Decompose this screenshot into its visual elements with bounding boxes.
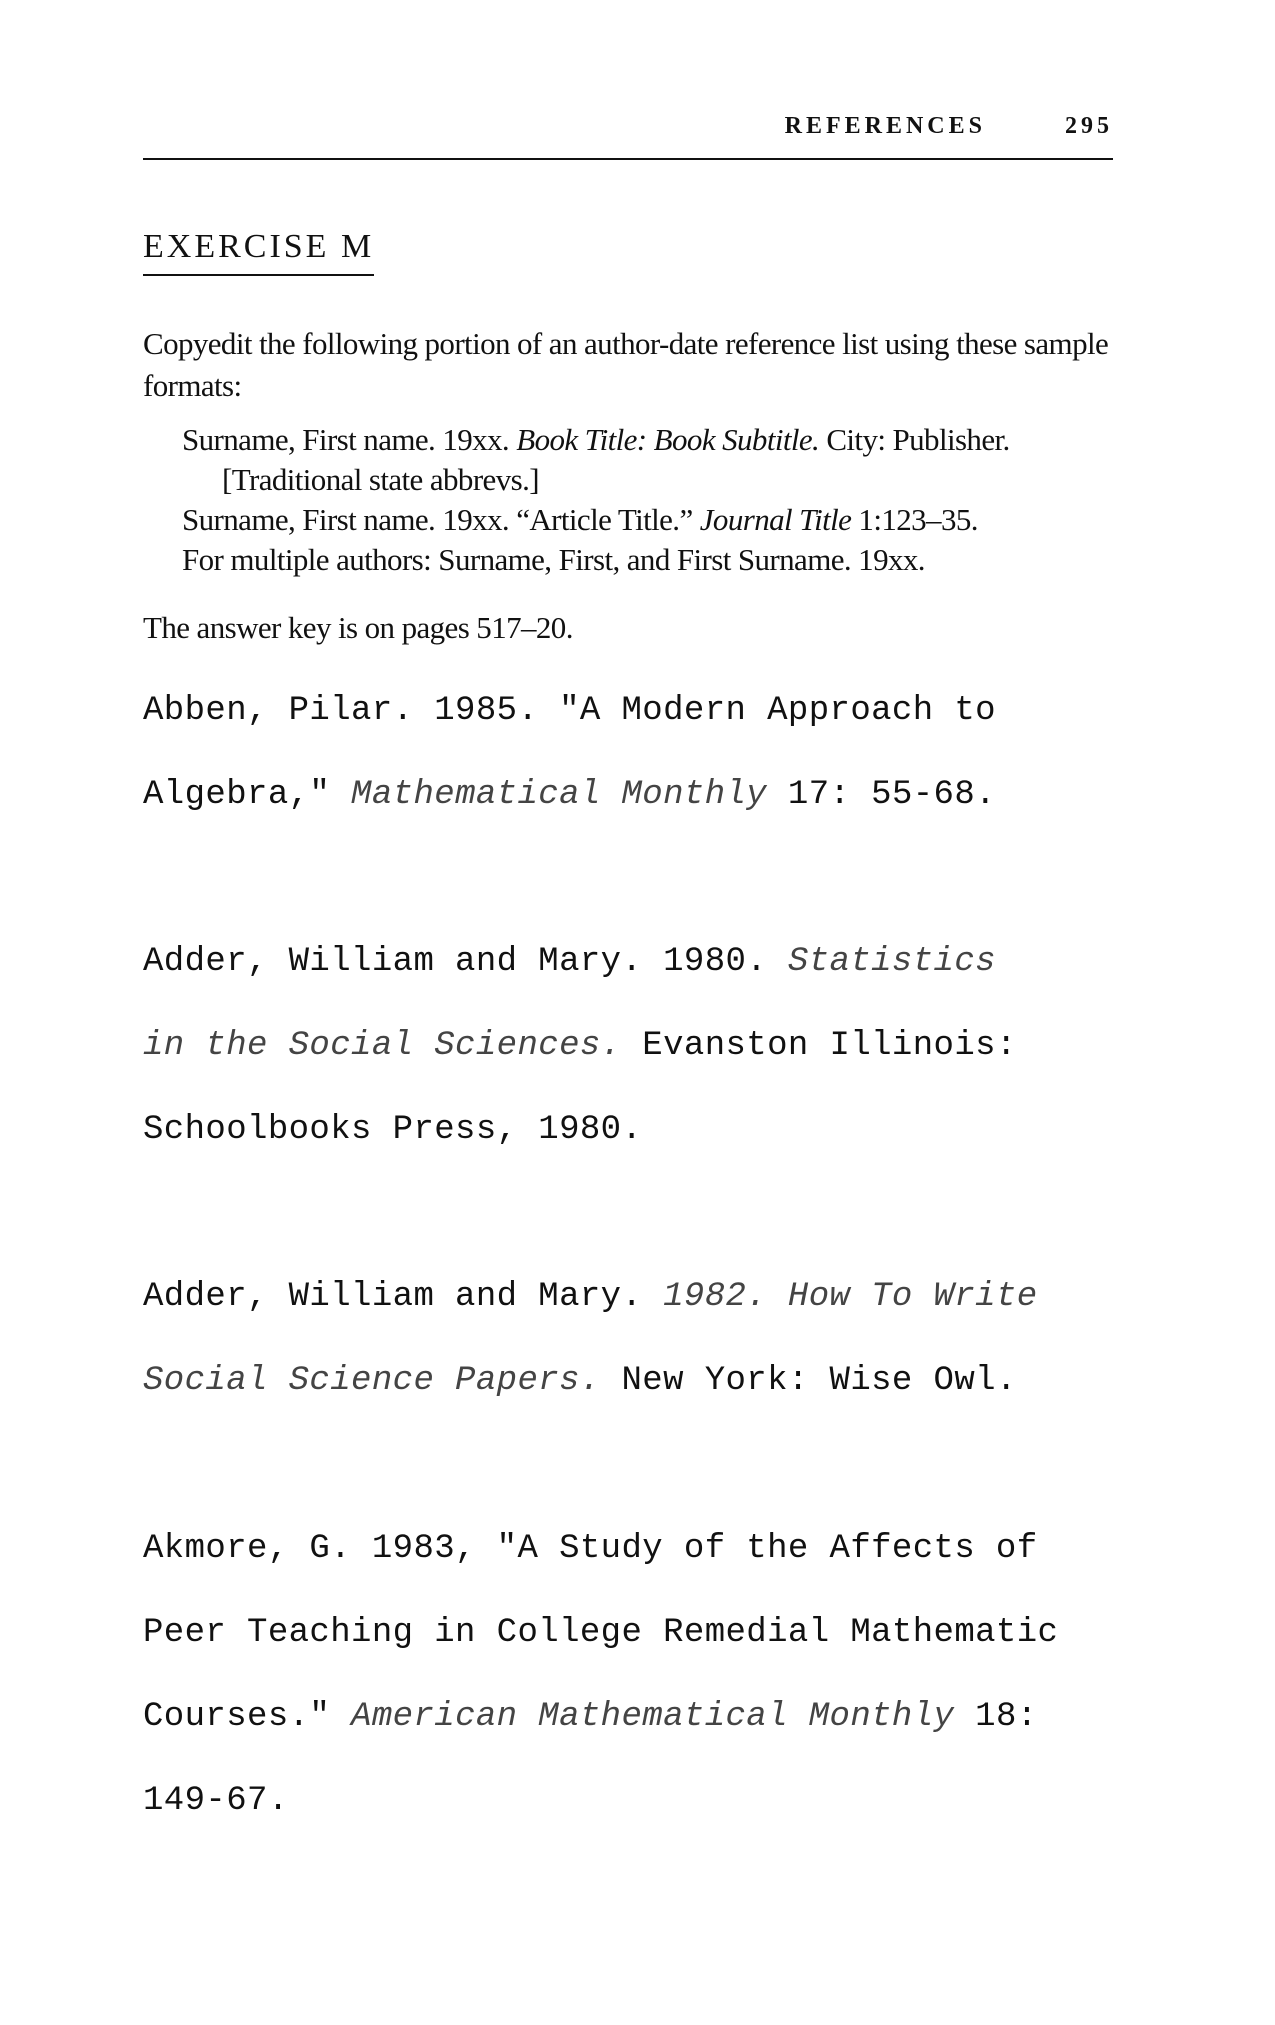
book-format-author: Surname, First name. 19xx. [182, 422, 517, 457]
reference-1-line-2 [143, 776, 996, 814]
reference-1-text: Algebra," [143, 776, 352, 814]
reference-4-line-2: Peer Teaching in College Remedial Mathematic [143, 1614, 1059, 1652]
reference-2-title-part-1: Statistics [787, 943, 996, 981]
reference-4-line-1: Akmore, G. 1983, "A Study of the Affects of [143, 1530, 1038, 1568]
article-format-journal: Journal Title [699, 502, 852, 537]
state-abbrev-note: [Traditional state abbrevs.] [222, 462, 539, 497]
reference-3-publisher: New York: Wise Owl. [600, 1362, 1017, 1400]
reference-3-title-part-2: Social Science Papers. [143, 1362, 601, 1400]
reference-3-line-2 [143, 1362, 1017, 1400]
instructions: Copyedit the following portion of an author-date reference list using these sample formats: [143, 326, 1109, 403]
running-title: REFERENCES [784, 113, 986, 139]
reference-1-pages: 17: 55-68. [767, 776, 996, 814]
page-number: 295 [1065, 113, 1113, 139]
reference-4-line-4: 149-67. [143, 1782, 289, 1820]
sample-formats [182, 420, 1132, 580]
reference-4-text: Courses." [143, 1698, 352, 1736]
article-format [182, 500, 1132, 540]
book-format-rest: City: Publisher. [819, 422, 1010, 457]
reference-3-line-1 [143, 1278, 1038, 1316]
reference-4-volume: 18: [954, 1698, 1038, 1736]
running-header [143, 110, 1113, 160]
reference-2-line-3: Schoolbooks Press, 1980. [143, 1111, 643, 1149]
multiple-authors-format: For multiple authors: Surname, First, and First Surname. 19xx. [182, 542, 925, 577]
book-format-title: Book Title: Book Subtitle. [516, 422, 820, 457]
reference-2-line-1 [143, 943, 996, 981]
reference-1-journal: Mathematical Monthly [351, 776, 768, 814]
reference-2-author: Adder, William and Mary. 1980. [143, 943, 788, 981]
reference-3-author: Adder, William and Mary. [143, 1278, 664, 1316]
reference-4-journal: American Mathematical Monthly [351, 1698, 955, 1736]
reference-2-line-2 [143, 1027, 1017, 1065]
exercise-heading: EXERCISE M [143, 228, 374, 276]
reference-3-title-part-1: 1982. How To Write [663, 1278, 1038, 1316]
book-format [182, 420, 1132, 460]
article-format-author: Surname, First name. 19xx. “Article Title.” [182, 502, 700, 537]
reference-1-line-1: Abben, Pilar. 1985. "A Modern Approach to [143, 692, 996, 730]
reference-4-line-3 [143, 1698, 1038, 1736]
reference-2-place: Evanston Illinois: [621, 1027, 1017, 1065]
reference-2-title-part-2: in the Social Sciences. [143, 1027, 622, 1065]
article-format-rest: 1:123–35. [851, 502, 978, 537]
answer-key-note: The answer key is on pages 517–20. [143, 610, 573, 645]
